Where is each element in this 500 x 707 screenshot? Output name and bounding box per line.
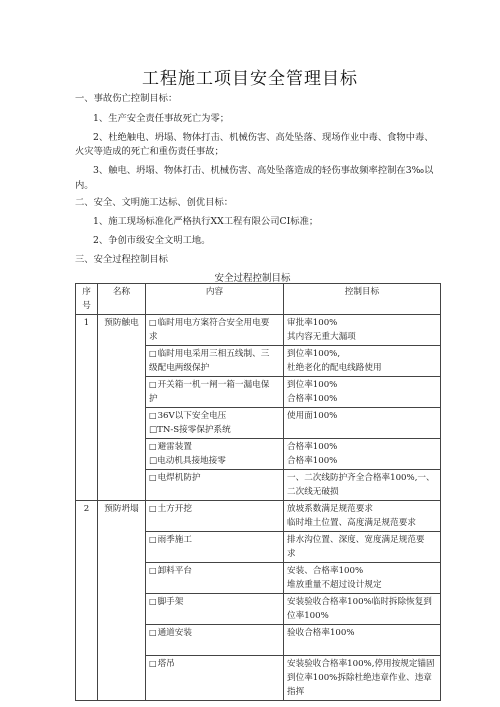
checkbox-icon: □ <box>149 349 157 358</box>
checkbox-icon: □ <box>149 566 157 575</box>
header-content: 内容 <box>146 284 284 315</box>
target-cell: 安装验收合格率100%,停用按规定锚固 到位率100%拆除杜绝违章作业、违章 指挥 <box>284 656 441 701</box>
table-caption: 安全过程控制目标 <box>214 273 291 284</box>
content-cell: □塔吊 <box>146 656 284 701</box>
content-cell: □雨季施工 <box>146 532 284 563</box>
target-cell: 一、二次线防护齐全合格率100%,一、 二次线无破损 <box>284 470 441 501</box>
table-row <box>76 501 441 532</box>
checkbox-icon: □ <box>149 659 157 668</box>
target-cell: 排水沟位置、深度、宽度满足规范要 求 <box>284 532 441 563</box>
target-cell: 验收合格率100% <box>284 625 441 656</box>
section-2-item-2: 2、争创市级安全文明工地。 <box>93 235 211 246</box>
target-cell: 使用面100% <box>284 408 441 439</box>
target-cell: 放坡系数满足规范要求 临时堆土位置、高度满足规范要求 <box>284 501 441 532</box>
section-2-heading: 二、安全、文明施工达标、创优目标： <box>75 197 234 208</box>
target-cell: 审批率100% 其内容无重大漏项 <box>284 315 441 346</box>
content-cell: □脚手架 <box>146 594 284 625</box>
section-1-item-2-line-1: 2、杜绝触电、坍塌、物体打击、机械伤害、高处坠落、现场作业中毒、食物中毒、 <box>93 132 434 143</box>
checkbox-icon: □ <box>149 473 157 482</box>
table-header-row <box>76 284 441 315</box>
group-name: 预防触电 <box>98 315 146 501</box>
target-cell: 合格率100% 合格率100% <box>284 439 441 470</box>
section-1-item-3-line-2: 内。 <box>75 180 94 191</box>
content-cell: □临时用电采用三相五线制、三 级配电两级保护 <box>146 346 284 377</box>
content-cell: □通道安装 <box>146 625 284 656</box>
target-cell: 到位率100%, 杜绝老化的配电线路使用 <box>284 346 441 377</box>
header-name: 名称 <box>98 284 146 315</box>
checkbox-icon: □ <box>149 597 157 606</box>
checkbox-icon: □ <box>149 442 157 451</box>
table-row <box>76 315 441 346</box>
checkbox-icon: □ <box>149 318 157 327</box>
group-name: 预防坍塌 <box>98 501 146 701</box>
content-cell: □36V以下安全电压 □TN-S接零保护系统 <box>146 408 284 439</box>
content-cell: □临时用电方案符合安全用电要 求 <box>146 315 284 346</box>
safety-control-table <box>75 283 441 701</box>
content-cell: □土方开挖 <box>146 501 284 532</box>
page-title: 工程施工项目安全管理目标 <box>142 69 358 89</box>
target-cell: 安装验收合格率100%临时拆除恢复到 位率100% <box>284 594 441 625</box>
group-no: 2 <box>76 501 98 701</box>
section-1-item-2-line-2: 火灾等造成的死亡和重伤责任事故； <box>75 146 224 157</box>
content-cell: □避雷装置 □电动机具接地接零 <box>146 439 284 470</box>
header-no: 序号 <box>76 284 98 315</box>
checkbox-icon: □ <box>149 535 157 544</box>
checkbox-icon: □ <box>149 411 157 420</box>
section-3-heading: 三、安全过程控制目标 <box>75 254 168 265</box>
group-no: 1 <box>76 315 98 501</box>
content-cell: □电焊机防护 <box>146 470 284 501</box>
checkbox-icon: □ <box>149 504 157 513</box>
section-2-item-1: 1、施工现场标准化严格执行XX工程有限公司CI标准； <box>93 216 319 227</box>
content-cell: □开关箱一机一闸一箱一漏电保 护 <box>146 377 284 408</box>
section-1-item-1: 1、生产安全责任事故死亡为零； <box>93 113 230 124</box>
header-target: 控制目标 <box>284 284 441 315</box>
checkbox-icon: □ <box>149 380 157 389</box>
target-cell: 到位率100% 合格率100% <box>284 377 441 408</box>
content-cell: □卸料平台 <box>146 563 284 594</box>
section-1-item-3-line-1: 3、触电、坍塌、物体打击、机械伤害、高处坠落造成的轻伤事故频率控制在3‰以 <box>93 165 434 176</box>
checkbox-icon: □ <box>149 628 157 637</box>
target-cell: 安装、合格率100% 堆放重量不超过设计规定 <box>284 563 441 594</box>
section-1-heading: 一、事故伤亡控制目标： <box>75 93 178 104</box>
